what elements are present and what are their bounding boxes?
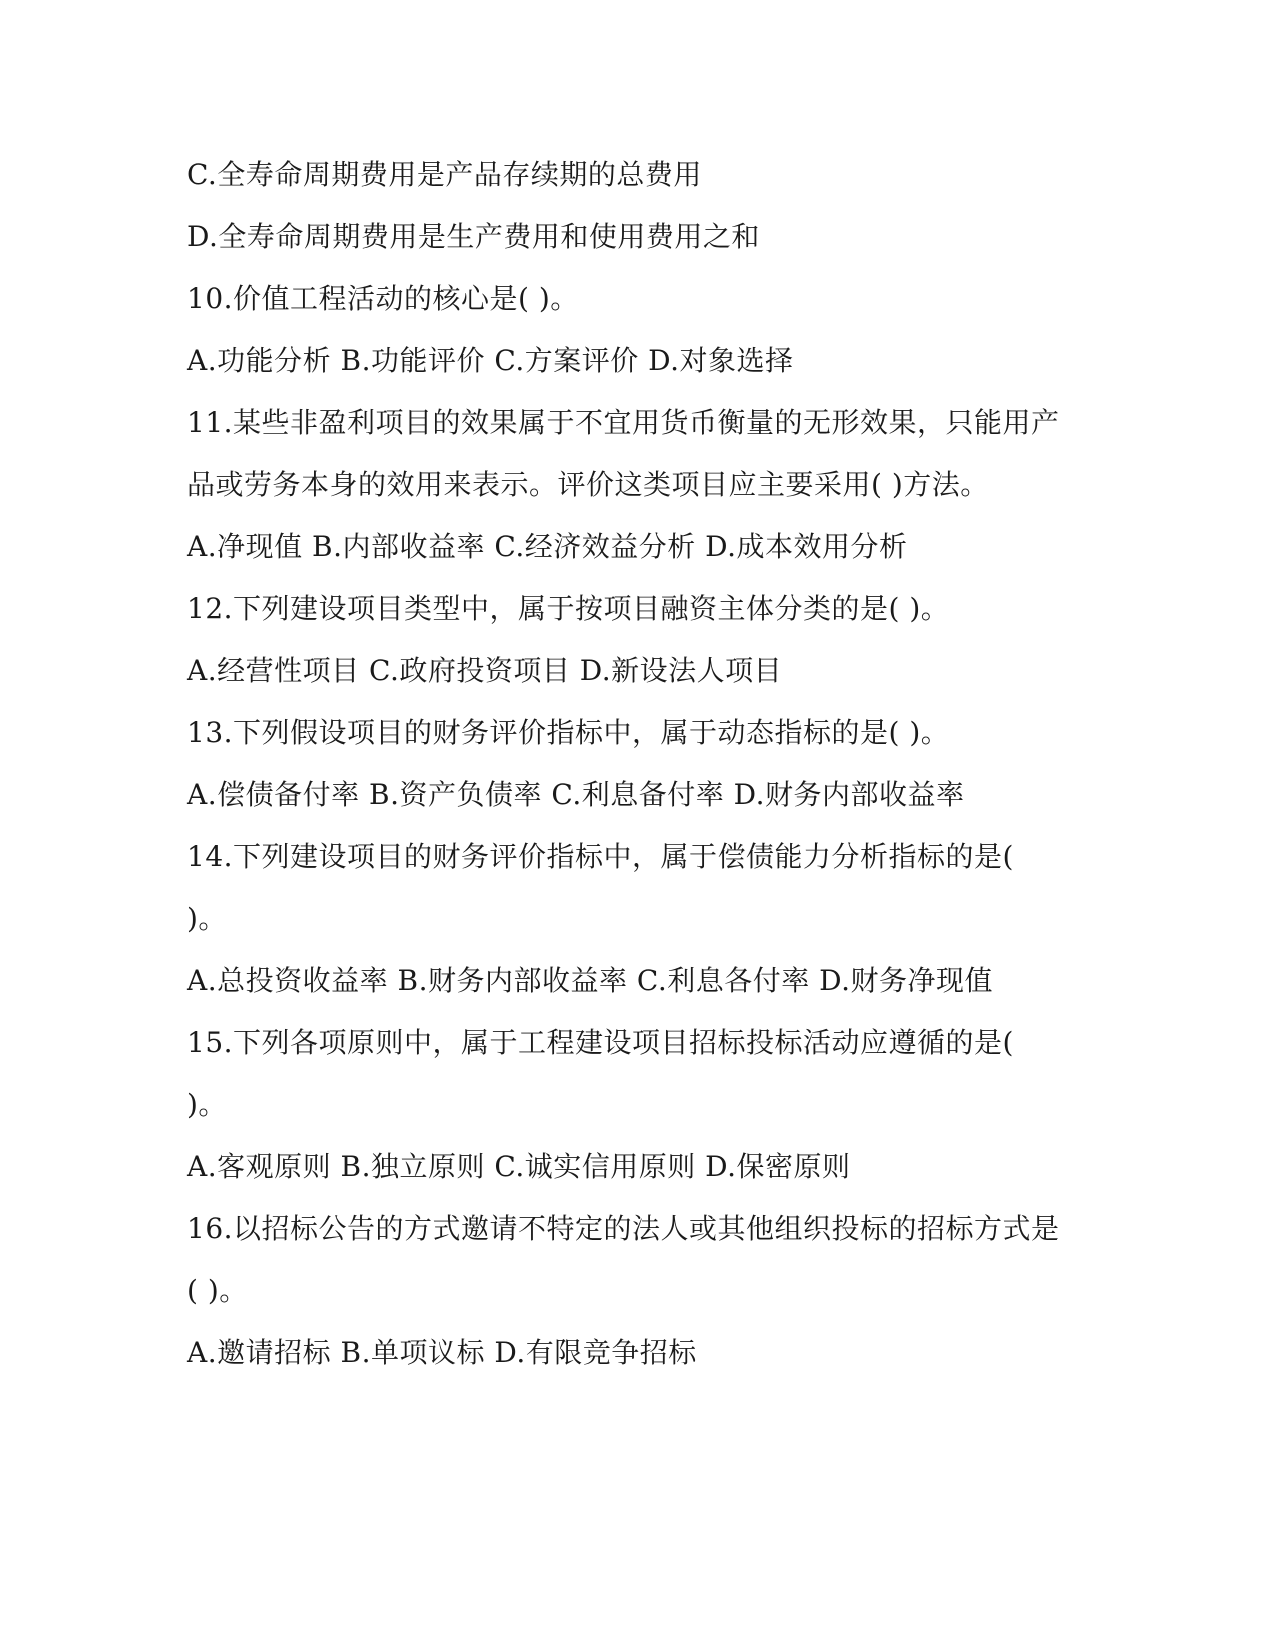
question-15-stem-continued: )。	[187, 1088, 227, 1121]
question-11-options: A.净现值 B.内部收益率 C.经济效益分析 D.成本效用分析	[187, 530, 908, 563]
question-12-stem: 12.下列建设项目类型中，属于按项目融资主体分类的是( )。	[187, 592, 950, 625]
question-14-stem-continued: )。	[187, 902, 227, 935]
question-11-stem: 11.某些非盈利项目的效果属于不宜用货币衡量的无形效果，只能用产	[187, 406, 1060, 439]
question-11-stem-continued: 品或劳务本身的效用来表示。评价这类项目应主要采用( )方法。	[187, 468, 989, 501]
question-16-options: A.邀请招标 B.单项议标 D.有限竞争招标	[187, 1336, 697, 1369]
text-line: D.全寿命周期费用是生产费用和使用费用之和	[187, 220, 760, 253]
question-12-options: A.经营性项目 C.政府投资项目 D.新设法人项目	[187, 654, 783, 687]
question-10-stem: 10.价值工程活动的核心是( )。	[187, 282, 579, 315]
question-15-options: A.客观原则 B.独立原则 C.诚实信用原则 D.保密原则	[187, 1150, 851, 1183]
question-13-stem: 13.下列假设项目的财务评价指标中，属于动态指标的是( )。	[187, 716, 950, 749]
question-14-options: A.总投资收益率 B.财务内部收益率 C.利息各付率 D.财务净现值	[187, 964, 993, 997]
question-15-stem: 15.下列各项原则中，属于工程建设项目招标投标活动应遵循的是(	[187, 1026, 1014, 1059]
question-10-options: A.功能分析 B.功能评价 C.方案评价 D.对象选择	[187, 344, 794, 377]
question-14-stem: 14.下列建设项目的财务评价指标中，属于偿债能力分析指标的是(	[187, 840, 1014, 873]
question-13-options: A.偿债备付率 B.资产负债率 C.利息备付率 D.财务内部收益率	[187, 778, 965, 811]
question-16-stem-continued: ( )。	[187, 1274, 248, 1307]
question-16-stem: 16.以招标公告的方式邀请不特定的法人或其他组织投标的招标方式是	[187, 1212, 1060, 1245]
text-line: C.全寿命周期费用是产品存续期的总费用	[187, 158, 702, 191]
